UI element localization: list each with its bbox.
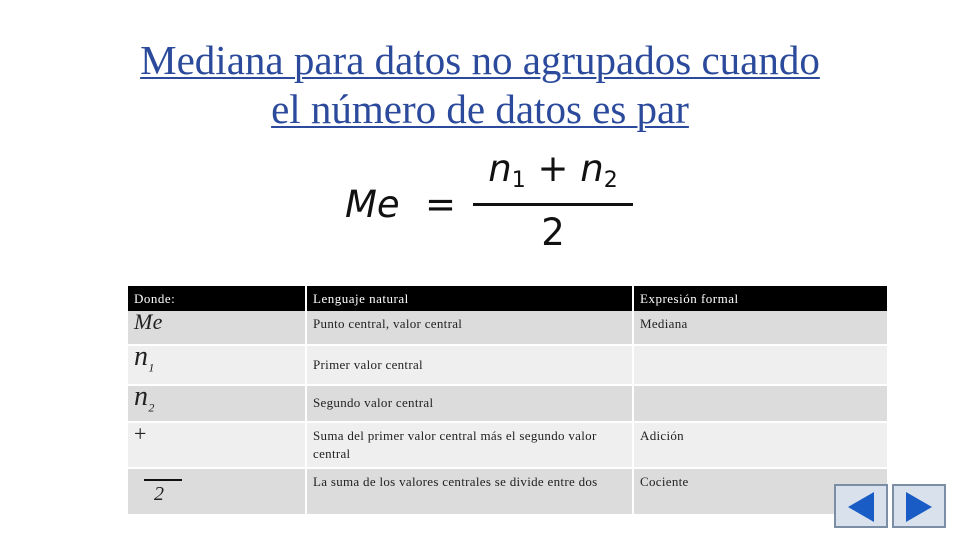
slide-title — [60, 36, 900, 134]
formal-cell: Cociente — [633, 468, 888, 515]
header-expresion-formal: Expresión formal — [633, 286, 888, 311]
formal-cell: Adición — [633, 422, 888, 468]
symbol-n2 — [134, 381, 155, 415]
natural-cell: Primer valor central — [306, 345, 633, 385]
natural-cell: Segundo valor central — [306, 385, 633, 422]
symbol-two: 2 — [154, 482, 165, 505]
symbol-n1-letter: n — [134, 341, 149, 372]
symbol-plus: + — [134, 420, 147, 446]
symbol-n2-letter: n — [134, 381, 149, 412]
natural-cell: La suma de los valores centrales se divide entre dos — [306, 468, 633, 515]
formula-plus: + — [525, 147, 581, 190]
formula-n2: n — [580, 147, 604, 190]
median-formula — [345, 145, 645, 265]
formal-cell — [633, 345, 888, 385]
formal-cell: Mediana — [633, 311, 888, 345]
table-row — [128, 385, 888, 422]
symbol-cell — [128, 468, 306, 515]
natural-cell: Punto central, valor central — [306, 311, 633, 345]
header-donde: Donde: — [128, 286, 306, 311]
formula-n1: n — [488, 147, 512, 190]
table-row — [128, 468, 888, 515]
formula-denominator: 2 — [541, 211, 565, 254]
symbol-cell — [128, 311, 306, 345]
formal-cell — [633, 385, 888, 422]
table-row — [128, 422, 888, 468]
definitions-table — [128, 286, 889, 516]
formula-sub2: 2 — [603, 168, 618, 193]
symbol-divide-by-two — [134, 471, 174, 505]
formula-fraction-bar — [473, 203, 633, 206]
symbol-cell — [128, 422, 306, 468]
table-row — [128, 345, 888, 385]
next-slide-button[interactable] — [892, 484, 946, 528]
symbol-cell — [128, 381, 306, 422]
table-header-row — [128, 286, 888, 311]
symbol-cell — [128, 341, 306, 385]
formula-sub1: 1 — [511, 168, 526, 193]
symbol-n2-sub: 2 — [148, 400, 155, 415]
symbol-n1 — [134, 341, 155, 375]
symbol-fraction-bar — [144, 479, 182, 481]
triangle-right-icon — [906, 492, 932, 522]
header-lenguaje-natural: Lenguaje natural — [306, 286, 633, 311]
title-line-1: Mediana para datos no agrupados cuando — [140, 37, 820, 83]
formula-equals: = — [425, 183, 457, 226]
formula-lhs: Me — [345, 183, 400, 226]
triangle-left-icon — [848, 492, 874, 522]
symbol-n1-sub: 1 — [148, 360, 155, 375]
table-row — [128, 311, 888, 345]
title-line-2: el número de datos es par — [271, 86, 689, 132]
symbol-me: Me — [134, 309, 163, 334]
formula-numerator — [473, 147, 633, 193]
previous-slide-button[interactable] — [834, 484, 888, 528]
natural-cell: Suma del primer valor central más el segundo valor central — [306, 422, 633, 468]
